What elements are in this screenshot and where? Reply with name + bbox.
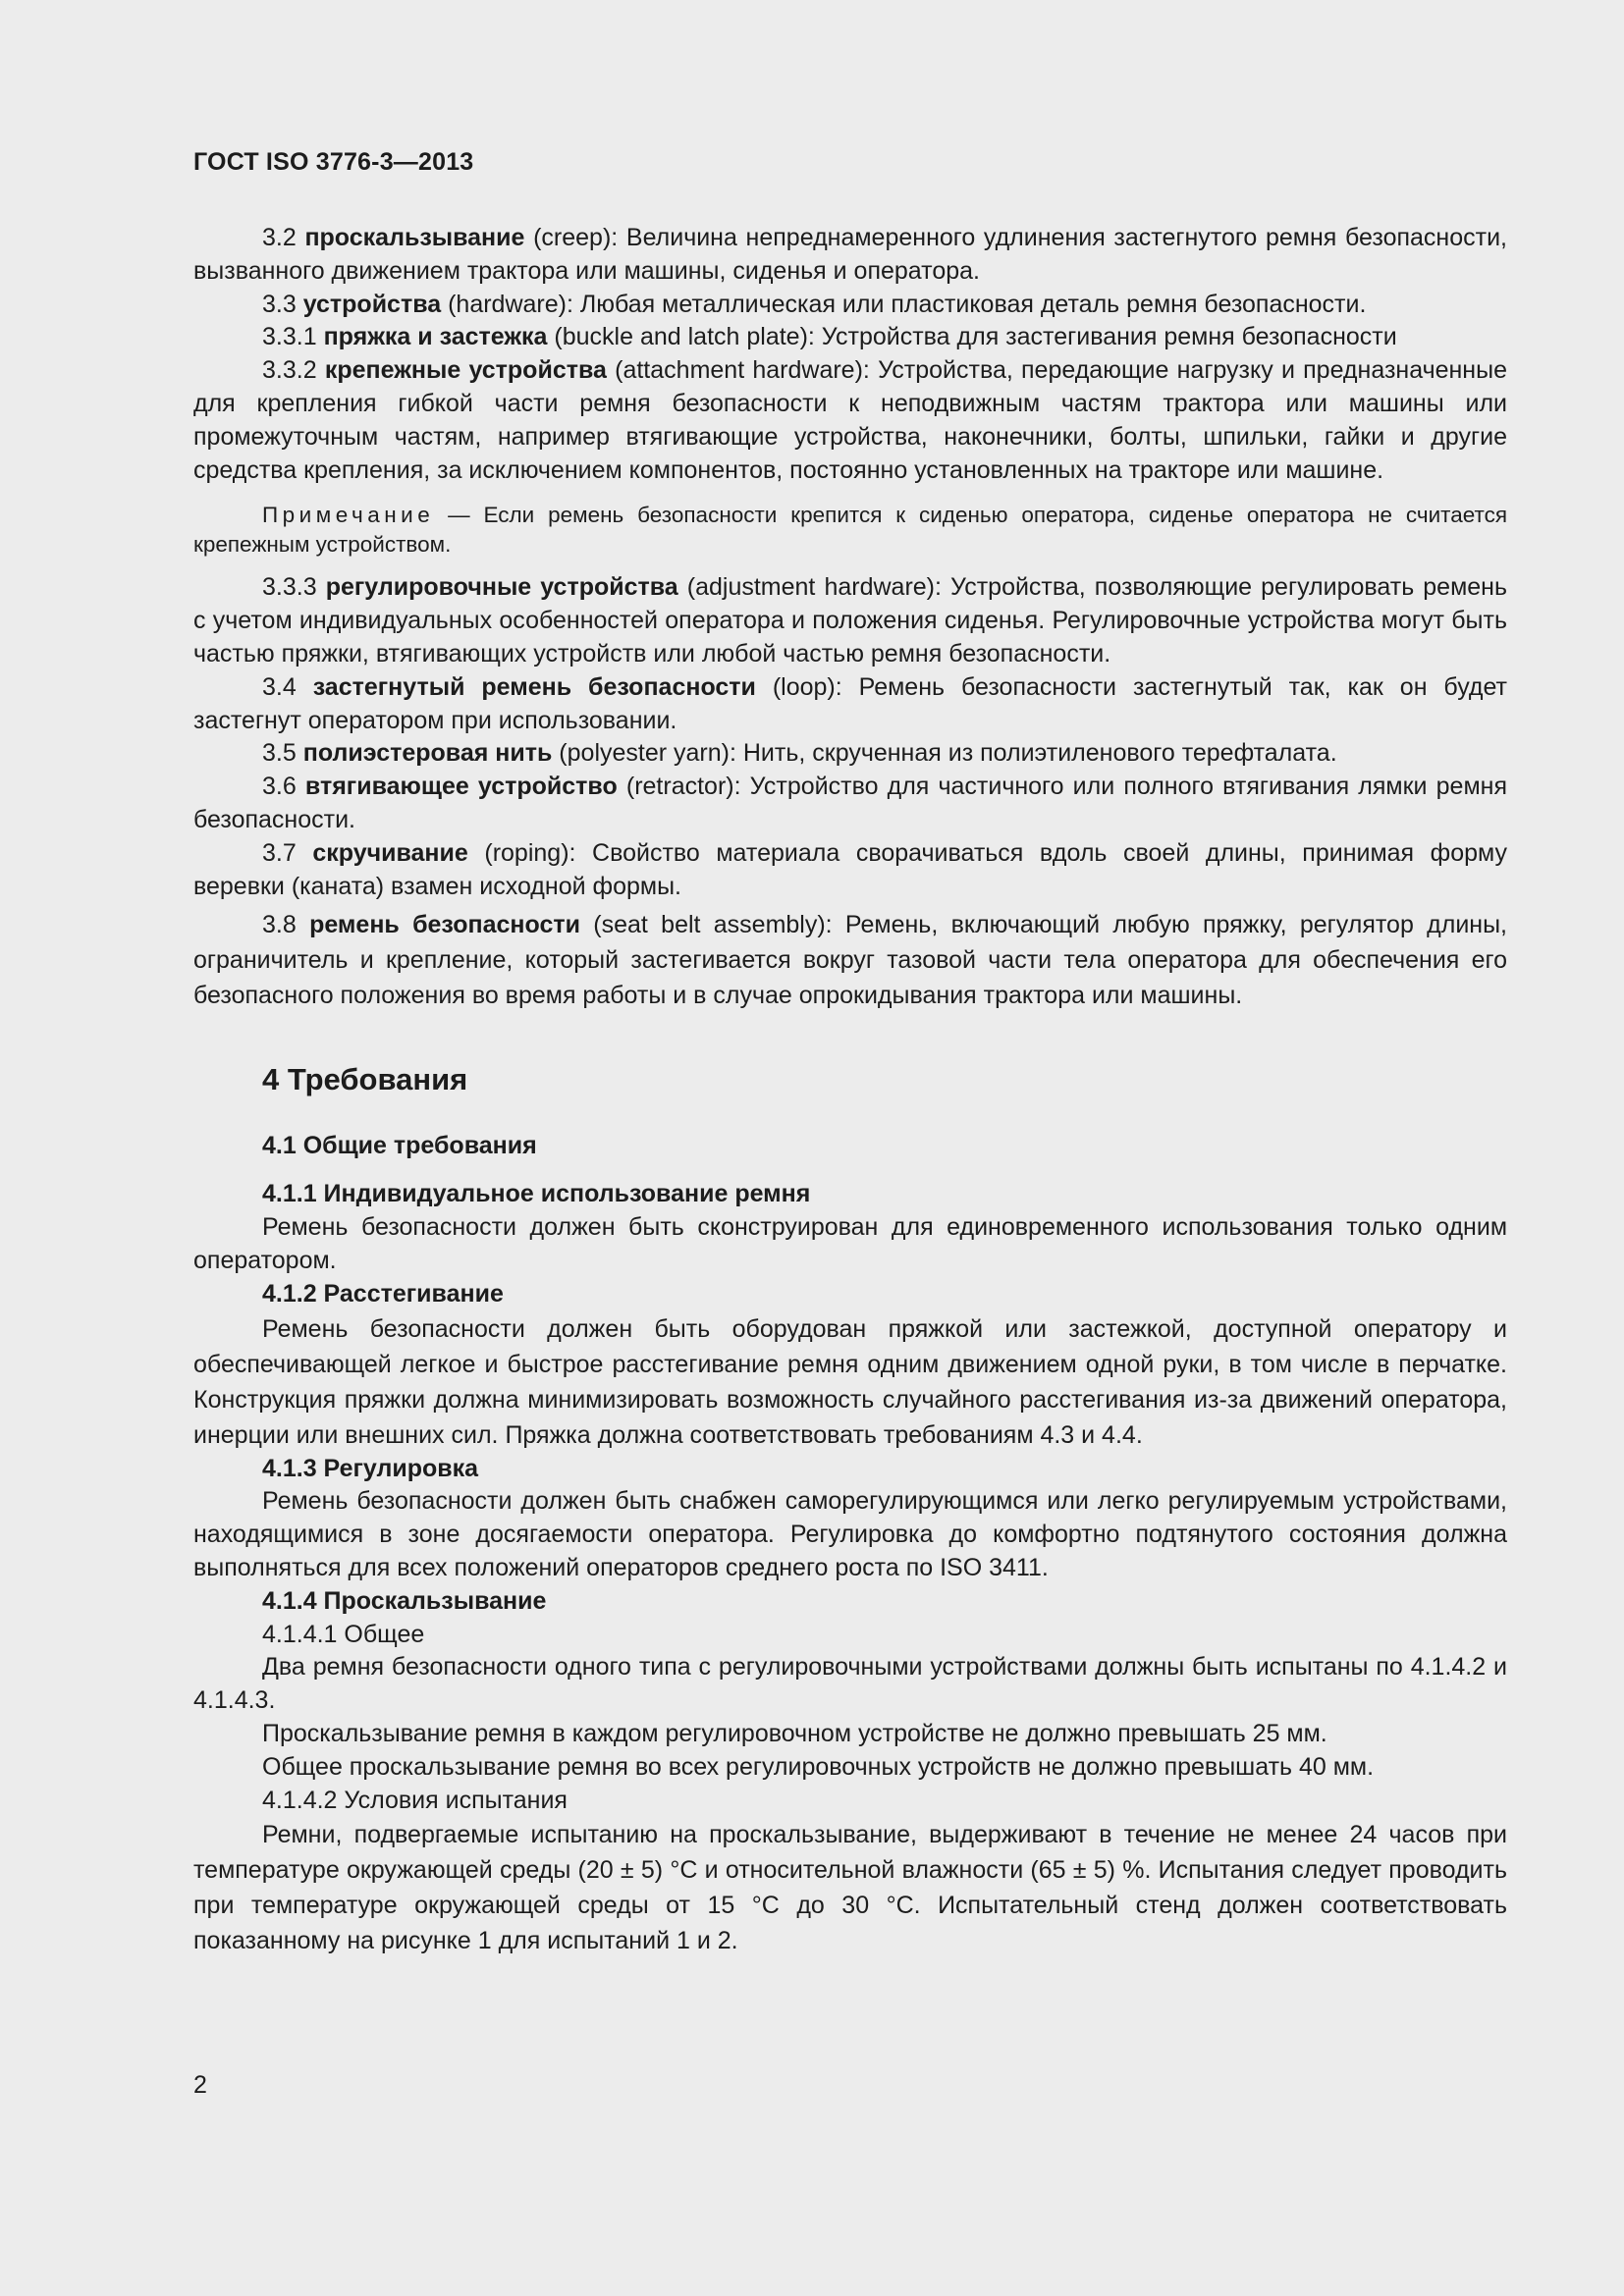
- definition-text: (roping): Свойство материала сворачиваться вдоль своей длины, принимая форму веревки (каната) взамен исходной формы.: [193, 838, 1507, 900]
- clause-number: 3.2: [262, 224, 297, 251]
- term: ремень безопасности: [309, 911, 580, 939]
- paragraph-4-1-1: Ремень безопасности должен быть сконструирован для единовременного использования только одним оператором.: [193, 1213, 1507, 1274]
- definition-text: (attachment hardware): Устройства, передающие нагрузку и предназначенные для крепления гибкой части ремня безопасности к неподвижным частям трактора или машины или промежуточным частям, например втягивающие устройства, наконечники, болты, шпильки, гайки и другие средства крепления, за исключением компонентов, постоянно установленных на тракторе или машине.: [193, 356, 1507, 484]
- term: регулировочные устройства: [325, 573, 678, 602]
- term: пряжка и застежка: [323, 323, 548, 351]
- clause-number: 3.8: [262, 911, 297, 939]
- clause-number: 3.4: [262, 672, 297, 701]
- definition-3-3-3: [193, 571, 1507, 670]
- definition-3-5: [193, 737, 1507, 771]
- section-heading-4-1-3: 4.1.3 Регулировка: [262, 1454, 479, 1482]
- paragraph-4-1-4-1-b: Проскальзывание ремня в каждом регулировочном устройстве не должно превышать 25 мм.: [262, 1719, 1327, 1747]
- note-label: Примечание: [262, 503, 435, 528]
- clause-number: 3.3.2: [262, 356, 317, 385]
- section-heading-4-1: 4.1 Общие требования: [262, 1132, 537, 1160]
- term: проскальзывание: [304, 224, 525, 251]
- term: полиэстеровая нить: [302, 739, 553, 768]
- definition-3-4: [193, 671, 1507, 738]
- section-heading-4-1-4: 4.1.4 Проскальзывание: [262, 1586, 547, 1615]
- definition-text: (hardware): Любая металлическая или пластиковая деталь ремня безопасности.: [441, 290, 1367, 318]
- definition-text: (buckle and latch plate): Устройства для застегивания ремня безопасности: [547, 323, 1397, 351]
- clause-number: 3.3.1: [262, 323, 317, 351]
- term: устройства: [302, 290, 442, 318]
- clause-number: 3.7: [262, 838, 297, 867]
- definition-text: (seat belt assembly): Ремень, включающий любую пряжку, регулятор длины, ограничитель и крепление, который застегивается вокруг тазовой части тела оператора для обеспечения его безопасного положения во время работы и в случае опрокидывания трактора или машины.: [193, 911, 1508, 1010]
- note: [193, 501, 1507, 560]
- paragraph-4-1-4-1-c: Общее проскальзывание ремня во всех регулировочных устройств не должно превышать 40 мм.: [262, 1752, 1375, 1781]
- definition-text: (polyester yarn): Нить, скрученная из полиэтиленового терефталата.: [552, 739, 1337, 768]
- term: застегнутый ремень безопасности: [312, 672, 756, 701]
- subsection-title-4-1-4-1: 4.1.4.1 Общее: [262, 1620, 425, 1648]
- definition-3-7: [193, 837, 1507, 904]
- page-number: 2: [193, 2071, 207, 2099]
- subsection-title-4-1-4-2: 4.1.4.2 Условия испытания: [262, 1786, 568, 1814]
- definition-3-3-1: [193, 321, 1507, 354]
- definition-text: (loop): Ремень безопасности застегнутый так, как он будет застегнут оператором при использовании.: [193, 672, 1507, 734]
- standard-header: ГОСТ ISO 3776-3—2013: [193, 148, 474, 176]
- paragraph-4-1-4-1-a: Два ремня безопасности одного типа с регулировочными устройствами должны быть испытаны по 4.1.4.2 и 4.1.4.3.: [193, 1653, 1507, 1715]
- definition-3-8: [193, 907, 1507, 1013]
- definition-3-3-2: [193, 354, 1507, 487]
- paragraph-4-1-4-2: Ремни, подвергаемые испытанию на проскальзывание, выдерживают в течение не менее 24 часов при температуре окружающей среды (20 ± 5) °С и относительной влажности (65 ± 5) %. Испытания следует проводить при температуре окружающей среды от 15 °С до 30 °С. Испытательный стенд должен соответствовать показанному на рисунке 1 для испытаний 1 и 2.: [193, 1821, 1507, 1955]
- clause-number: 3.6: [262, 773, 297, 801]
- definition-3-6: [193, 771, 1507, 837]
- note-text: — Если ремень безопасности крепится к сиденью оператора, сиденье оператора не считается крепежным устройством.: [193, 503, 1507, 558]
- clause-number: 3.3: [262, 290, 297, 318]
- section-heading-4-1-1: 4.1.1 Индивидуальное использование ремня: [262, 1180, 811, 1208]
- term: крепежные устройства: [324, 356, 607, 385]
- definition-text: (creep): Величина непреднамеренного удлинения застегнутого ремня безопасности, вызванного движением трактора или машины, сиденья и оператора.: [193, 224, 1507, 285]
- section-heading-4: 4 Требования: [262, 1062, 468, 1097]
- clause-number: 3.3.3: [262, 573, 317, 602]
- term: втягивающее устройство: [304, 773, 618, 801]
- definition-3-2: [193, 222, 1507, 289]
- definition-3-3: [193, 289, 1507, 322]
- section-heading-4-1-2: 4.1.2 Расстегивание: [262, 1279, 504, 1308]
- page-content: [193, 222, 1507, 1958]
- paragraph-4-1-3: Ремень безопасности должен быть снабжен саморегулирующимся или легко регулируемым устройствами, находящимися в зоне досягаемости оператора. Регулировка до комфортно подтянутого состояния должна выполняться для всех положений операторов среднего роста по ISO 3411.: [193, 1487, 1507, 1581]
- term: скручивание: [312, 838, 468, 867]
- definition-text: (adjustment hardware): Устройства, позволяющие регулировать ремень с учетом индивидуальных особенностей оператора и положения сиденья. Регулировочные устройства могут быть частью пряжки, втягивающих устройств или любой частью ремня безопасности.: [193, 573, 1508, 667]
- paragraph-4-1-2: Ремень безопасности должен быть оборудован пряжкой или застежкой, доступной оператору и обеспечивающей легкое и быстрое расстегивание ремня одним движением одной руки, в том числе в перчатке. Конструкция пряжки должна минимизировать возможность случайного расстегивания из-за движений оператора, инерции или внешних сил. Пряжка должна соответствовать требованиям 4.3 и 4.4.: [193, 1314, 1507, 1449]
- definition-text: (retractor): Устройство для частичного или полного втягивания лямки ремня безопасности.: [193, 773, 1507, 833]
- clause-number: 3.5: [262, 739, 297, 768]
